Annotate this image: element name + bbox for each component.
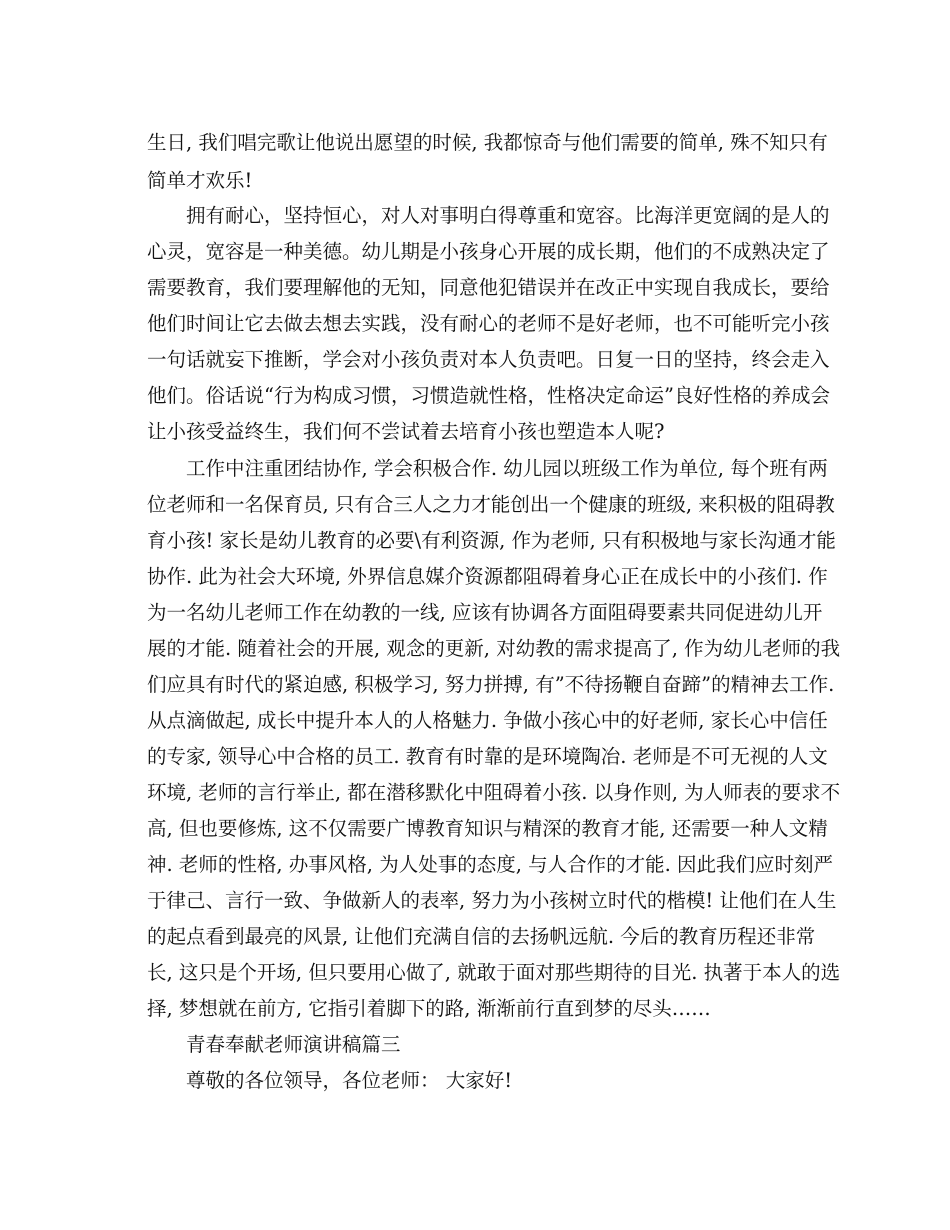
- text-line: 他们。俗话说“行为构成习惯，习惯造就性格，性格决定命运”良好性格的养成会: [147, 384, 830, 407]
- section-heading: 青春奉献老师演讲稿篇三: [186, 1033, 401, 1056]
- text-line: 工作中注重团结协作, 学会积极合作. 幼儿园以班级工作为单位, 每个班有两: [186, 457, 828, 480]
- text-line: 从点滴做起, 成长中提升本人的人格魅力. 争做小孩心中的好老师, 家长心中信任: [147, 709, 828, 732]
- text-line: 于律己、言行一致、争做新人的表率, 努力为小孩树立时代的楷模! 让他们在人生: [147, 889, 837, 912]
- text-line: 一句话就妄下推断，学会对小孩负责对本人负责吧。日复一日的坚持，终会走入: [147, 348, 830, 371]
- text-line: 让小孩受益终生，我们何不尝试着去培育小孩也塑造本人呢?: [147, 420, 665, 443]
- text-line: 的起点看到最亮的风景, 让他们充满自信的去扬帆远航. 今后的教育历程还非常: [147, 925, 816, 948]
- text-line: 们应具有时代的紧迫感, 积极学习, 努力拼搏, 有”不待扬鞭自奋蹄”的精神去工作.: [147, 673, 835, 696]
- text-line: 位老师和一名保育员, 只有合三人之力才能创出一个健康的班级, 来积极的阻碍教: [147, 493, 835, 516]
- text-line: 简单才欢乐!: [147, 169, 253, 192]
- text-line: 需要教育，我们要理解他的无知，同意他犯错误并在改正中实现自我成长，要给: [147, 276, 830, 299]
- text-line: 长, 这只是个开场, 但只要用心做了, 就敢于面对那些期待的目光. 执著于本人的选: [147, 961, 841, 984]
- text-line: 环境, 老师的言行举止, 都在潜移默化中阻碍着小孩. 以身作则, 为人师表的要求不: [147, 781, 841, 804]
- text-line: 神. 老师的性格, 办事风格, 为人处事的态度, 与人合作的才能. 因此我们应时刻严: [147, 853, 833, 876]
- text-line: 育小孩! 家长是幼儿教育的必要\有利资源, 作为老师, 只有积极地与家长沟通才能: [147, 529, 836, 552]
- text-line: 他们时间让它去做去想去实践，没有耐心的老师不是好老师，也不可能听完小孩: [147, 312, 830, 335]
- text-line: 协作. 此为社会大环境, 外界信息媒介资源都阻碍着身心正在成长中的小孩们. 作: [147, 565, 828, 588]
- salutation-line: 尊敬的各位领导，各位老师： 大家好!: [186, 1069, 513, 1092]
- text-line: 为一名幼儿老师工作在幼教的一线, 应该有协调各方面阻碍要素共同促进幼儿开: [147, 601, 823, 624]
- text-line: 拥有耐心，坚持恒心，对人对事明白得尊重和宽容。比海洋更宽阔的是人的: [186, 204, 830, 227]
- text-line: 生日, 我们唱完歌让他说出愿望的时候, 我都惊奇与他们需要的简单, 殊不知只有: [147, 131, 828, 154]
- text-line: 的专家, 领导心中合格的员工. 教育有时靠的是环境陶冶. 老师是不可无视的人文: [147, 745, 828, 768]
- text-line: 展的才能. 随着社会的开展, 观念的更新, 对幼教的需求提高了, 作为幼儿老师的我: [147, 637, 841, 660]
- text-line: 心灵，宽容是一种美德。幼儿期是小孩身心开展的成长期，他们的不成熟决定了: [147, 240, 830, 263]
- text-line: 高, 但也要修炼, 这不仅需要广博教育知识与精深的教育才能, 还需要一种人文精: [147, 817, 828, 840]
- text-line: 择, 梦想就在前方, 它指引着脚下的路, 渐渐前行直到梦的尽头……: [147, 997, 711, 1020]
